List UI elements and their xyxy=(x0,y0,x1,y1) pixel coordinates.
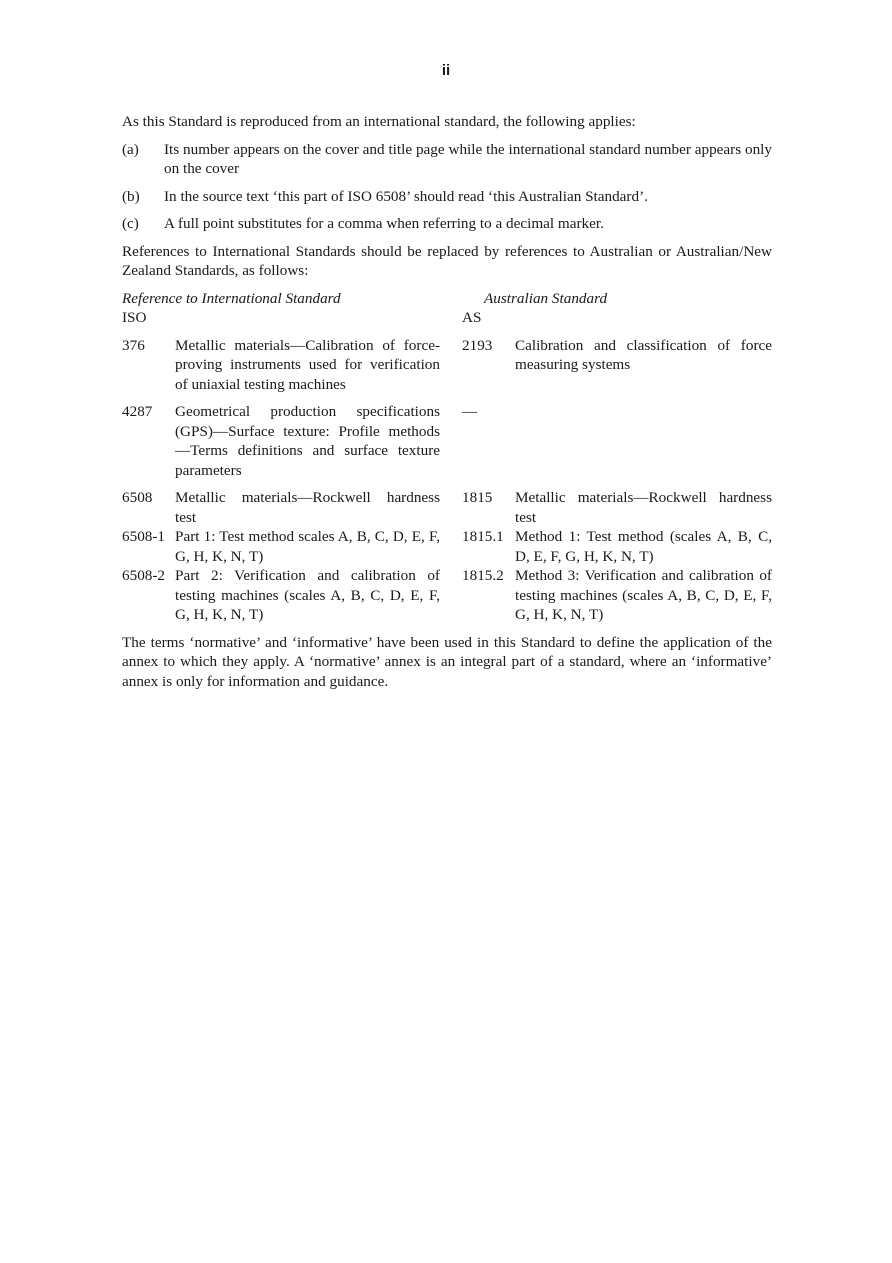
header-australian: Australian Standard xyxy=(484,289,608,307)
iso-title: Metallic materials—Calibration of force-proving instruments used for verification of uniaxial testing machines xyxy=(175,336,440,393)
table-subheader xyxy=(122,308,772,328)
as-number: 1815.1 xyxy=(462,528,504,545)
reference-table xyxy=(122,289,772,625)
iso-title: Part 1: Test method scales A, B, C, D, E, F, G, H, K, N, T) xyxy=(175,528,440,565)
page-number: ii xyxy=(441,62,451,79)
list-item xyxy=(122,140,772,179)
as-title xyxy=(515,402,772,480)
as-number: — xyxy=(462,403,478,420)
list-marker: (b) xyxy=(122,187,140,205)
iso-number: 376 xyxy=(122,336,145,354)
iso-title: Metallic materials—Rockwell hardness test xyxy=(175,489,440,526)
table-row xyxy=(122,566,772,625)
subheader-as: AS xyxy=(462,309,482,326)
list-text: A full point substitutes for a comma when referring to a decimal marker. xyxy=(164,215,604,232)
list-text: In the source text ‘this part of ISO 6508’ should read ‘this Australian Standard’. xyxy=(164,187,648,205)
as-title: Method 3: Verification and calibration of testing machines (scales A, B, C, D, E, F, G, H, K, N, T) xyxy=(515,567,772,623)
closing-paragraph: The terms ‘normative’ and ‘informative’ have been used in this Standard to define the application of the annex to which they apply. A ‘normative’ annex is an integral part of a standard, where an ‘informative’ annex is only for information and guidance. xyxy=(122,633,772,690)
as-title: Method 1: Test method (scales A, B, C, D, E, F, G, H, K, N, T) xyxy=(515,528,772,565)
references-intro: References to International Standards should be replaced by references to Australian or Australian/New Zealand Standards, as follows: xyxy=(122,242,772,279)
header-international: Reference to International Standard xyxy=(122,289,341,307)
as-number: 2193 xyxy=(462,336,493,354)
intro-paragraph: As this Standard is reproduced from an international standard, the following applies: xyxy=(122,113,636,130)
document-body xyxy=(122,112,772,699)
subheader-iso: ISO xyxy=(122,309,147,326)
table-row xyxy=(122,336,772,395)
iso-number: 6508-2 xyxy=(122,567,166,584)
iso-number: 6508-1 xyxy=(122,528,166,545)
as-title: Metallic materials—Rockwell hardness test xyxy=(515,489,772,526)
list-marker: (c) xyxy=(122,215,139,232)
as-number: 1815 xyxy=(462,489,493,506)
as-title: Calibration and classification of force measuring systems xyxy=(515,336,772,373)
table-row xyxy=(122,402,772,480)
list-item xyxy=(122,187,772,207)
table-row xyxy=(122,488,772,527)
list-item xyxy=(122,214,772,234)
iso-number: 4287 xyxy=(122,403,153,420)
applies-list xyxy=(122,140,772,234)
as-number: 1815.2 xyxy=(462,567,504,584)
iso-number: 6508 xyxy=(122,489,153,506)
list-text: Its number appears on the cover and title page while the international standard number appears only on the cover xyxy=(164,140,772,177)
iso-title: Part 2: Verification and calibration of testing machines (scales A, B, C, D, E, F, G, H, K, N, T) xyxy=(175,567,440,623)
list-marker: (a) xyxy=(122,140,139,158)
table-row xyxy=(122,527,772,566)
iso-title: Geometrical production specifications (GPS)—Surface texture: Profile methods—Terms definitions and surface texture parameters xyxy=(175,403,440,479)
table-header xyxy=(122,289,772,309)
